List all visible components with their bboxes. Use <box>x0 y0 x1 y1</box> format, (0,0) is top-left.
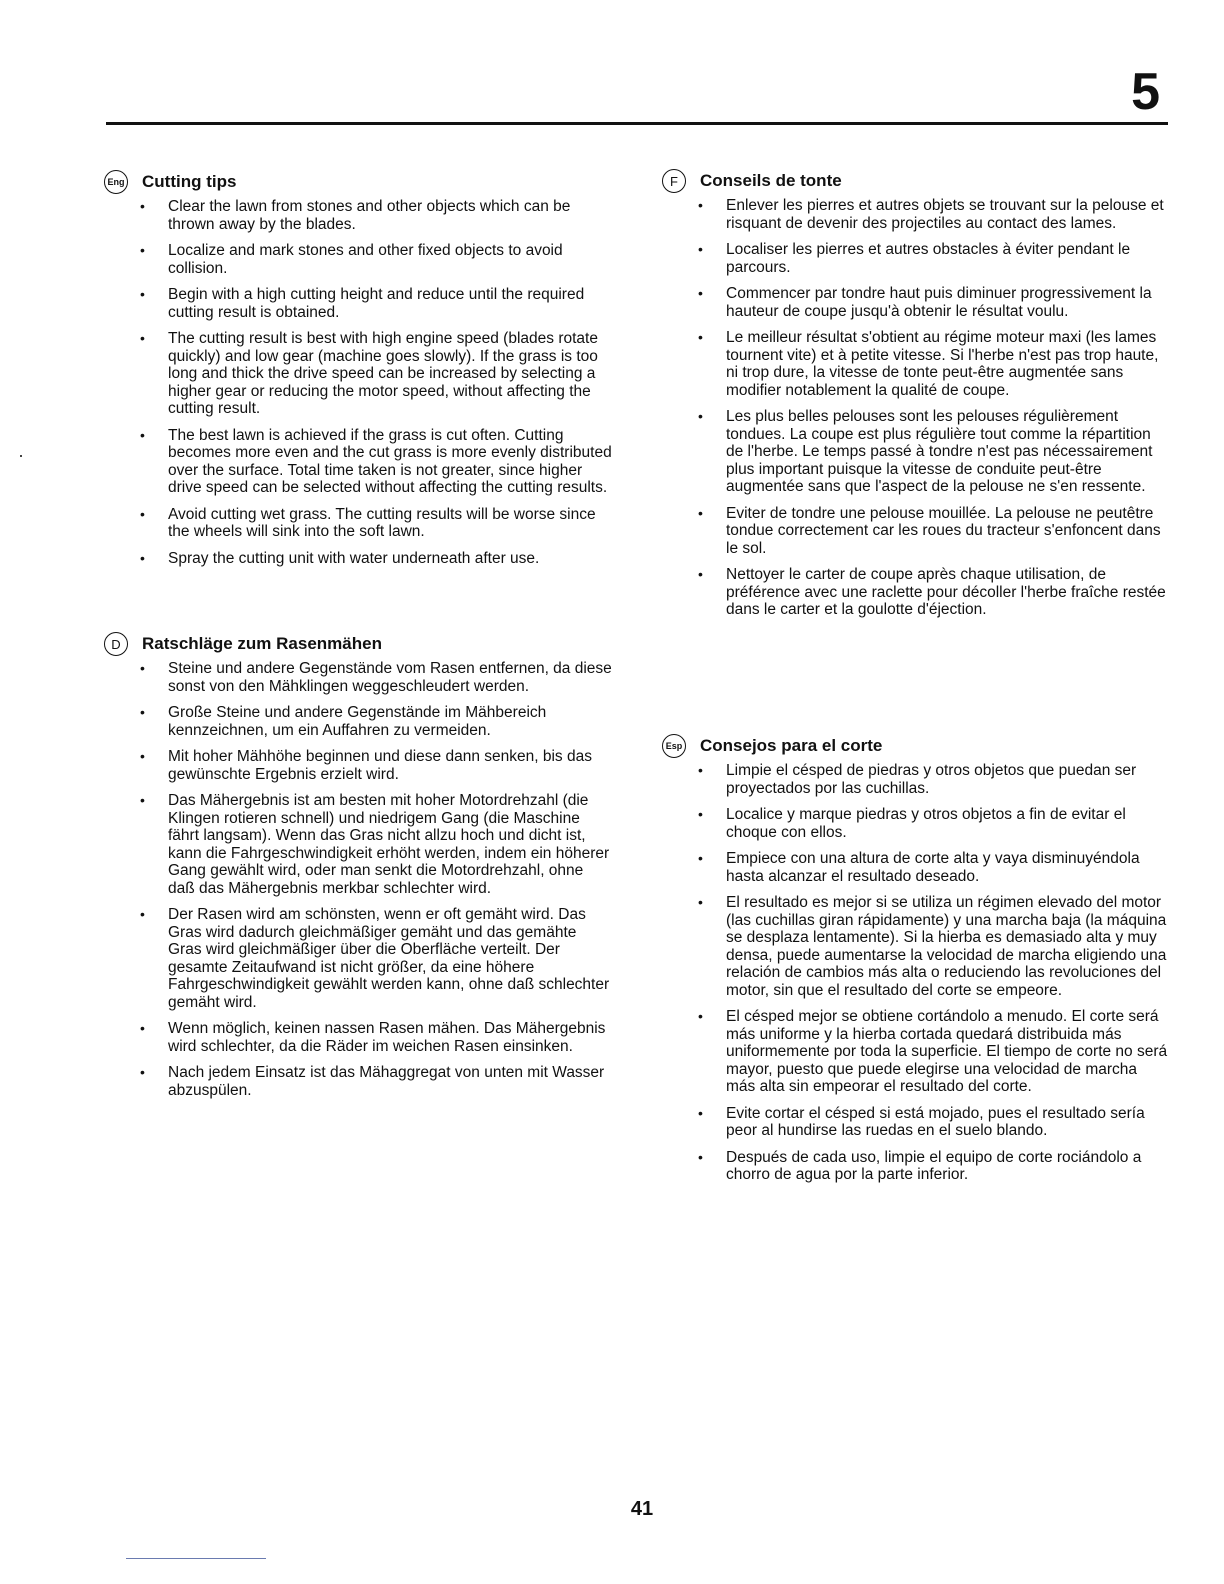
left-column <box>104 0 614 1400</box>
list-item: • Große Steine und andere Gegenstände im Mähbereich kennzeichnen, um ein Auffahren zu vermeiden. <box>104 704 614 739</box>
section-title: Cutting tips <box>142 172 237 191</box>
list-item: • Después de cada uso, limpie el equipo de corte rociándolo a chorro de agua por la parte inferior. <box>662 1149 1168 1184</box>
section-header <box>662 167 1168 195</box>
section-header <box>662 732 1168 760</box>
chapter-number: 5 <box>1131 63 1160 121</box>
section-header <box>104 168 614 196</box>
section-english <box>104 168 614 576</box>
section-title: Ratschläge zum Rasenmähen <box>142 634 382 653</box>
list-item: • Mit hoher Mähhöhe beginnen und diese dann senken, bis das gewünschte Ergebnis erzielt wird. <box>104 748 614 783</box>
language-badge-french: F <box>662 169 686 193</box>
list-item: • Wenn möglich, keinen nassen Rasen mähen. Das Mähergebnis wird schlechter, da die Räder im weichen Rasen einsinken. <box>104 1020 614 1055</box>
list-item: • Nach jedem Einsatz ist das Mähaggregat von unten mit Wasser abzuspülen. <box>104 1064 614 1099</box>
list-item: • Clear the lawn from stones and other objects which can be thrown away by the blades. <box>104 198 614 233</box>
list-item: • Der Rasen wird am schönsten, wenn er oft gemäht wird. Das Gras wird dadurch gleichmäßiger gemäht und das gemähte Gras wird gleichmäßiger über die Oberfläche verteilt. Der gesamte Zeitaufwand ist nicht größer, da eine höhere Fahrgeschwindigkeit gewählt werden kann, ohne daß schlechter gemäht wird. <box>104 906 614 1011</box>
right-column <box>662 0 1168 1400</box>
scan-speck <box>20 455 22 457</box>
list-item: • Steine und andere Gegenstände vom Rasen entfernen, da diese sonst von den Mähklingen weggeschleudert werden. <box>104 660 614 695</box>
list-item: • Localize and mark stones and other fixed objects to avoid collision. <box>104 242 614 277</box>
list-item: • Les plus belles pelouses sont les pelouses régulièrement tondues. La coupe est plus régulière tout comme la répartition de l'herbe. Le temps passé à tondre n'est pas nécessairement plus important puisque la vitesse de conduite peut-être augmentée sans que l'aspect de la pelouse ne s'en ressente. <box>662 408 1168 496</box>
list-item: • The best lawn is achieved if the grass is cut often. Cutting becomes more even and the cut grass is more evenly distributed over the surface. Total time taken is not greater, since higher drive speed can be selected without affecting the cutting results. <box>104 427 614 497</box>
list-item: • El resultado es mejor si se utiliza un régimen elevado del motor (las cuchillas giran rápidamente) y una marcha baja (la máquina se desplaza lentamente). Si la hierba es demasiado alta y muy densa, puede aumentarse la velocidad de marcha eligiendo una relación de cambios más alta o reduciendo las revoluciones del motor, sin que el resultado del corte se empeore. <box>662 894 1168 999</box>
list-item: • Begin with a high cutting height and reduce until the required cutting result is obtained. <box>104 286 614 321</box>
language-badge-german: D <box>104 632 128 656</box>
list-item: • Evite cortar el césped si está mojado, pues el resultado sería peor al hundirse las ruedas en el suelo blando. <box>662 1105 1168 1140</box>
list-item: • Enlever les pierres et autres objets se trouvant sur la pelouse et risquant de devenir des projectiles au contact des lames. <box>662 197 1168 232</box>
list-item: • Nettoyer le carter de coupe après chaque utilisation, de préférence avec une raclette pour décoller l'herbe fraîche restée dans le carter et la goulotte d'éjection. <box>662 566 1168 619</box>
list-item: • Empiece con una altura de corte alta y vaya disminuyéndola hasta alcanzar el resultado deseado. <box>662 850 1168 885</box>
list-item: • Avoid cutting wet grass. The cutting results will be worse since the wheels will sink into the soft lawn. <box>104 506 614 541</box>
section-title: Conseils de tonte <box>700 171 842 190</box>
tips-list <box>104 198 614 567</box>
language-badge-english: Eng <box>104 170 128 194</box>
section-header <box>104 630 614 658</box>
tips-list <box>104 660 614 1099</box>
list-item: • Le meilleur résultat s'obtient au régime moteur maxi (les lames tournent vite) et à petite vitesse. Si l'herbe n'est pas trop haute, ni trop dure, la vitesse de tonte peut-être augmentée sans modifier notablement la qualité de coupe. <box>662 329 1168 399</box>
tips-list <box>662 197 1168 619</box>
list-item: • Limpie el césped de piedras y otros objetos que puedan ser proyectados por las cuchillas. <box>662 762 1168 797</box>
list-item: • Eviter de tondre une pelouse mouillée. La pelouse ne peutêtre tondue correctement car les roues du tracteur s'enfoncent dans le sol. <box>662 505 1168 558</box>
list-item: • Spray the cutting unit with water underneath after use. <box>104 550 614 568</box>
list-item: • Das Mähergebnis ist am besten mit hoher Motordrehzahl (die Klingen rotieren schnell) und niedrigem Gang (die Maschine fährt langsam). Wenn das Gras nicht allzu hoch und dicht ist, kann die Fahrgeschwindigkeit erhöht werden, indem ein höherer Gang gewählt wird, oder man senkt die Motordrehzahl, ohne daß das Mähergebnis merkbar schlechter wird. <box>104 792 614 897</box>
section-german <box>104 630 614 1108</box>
footer-mark <box>126 1558 266 1559</box>
list-item: • Localiser les pierres et autres obstacles à éviter pendant le parcours. <box>662 241 1168 276</box>
section-french <box>662 167 1168 628</box>
page-number: 41 <box>630 1498 654 1520</box>
tips-list <box>662 762 1168 1184</box>
language-badge-spanish: Esp <box>662 734 686 758</box>
section-title: Consejos para el corte <box>700 736 883 755</box>
list-item: • Localice y marque piedras y otros objetos a fin de evitar el choque con ellos. <box>662 806 1168 841</box>
section-spanish <box>662 732 1168 1193</box>
list-item: • The cutting result is best with high engine speed (blades rotate quickly) and low gear (machine goes slowly). If the grass is too long and thick the drive speed can be increased by selecting a higher gear or reducing the motor speed, without affecting the cutting result. <box>104 330 614 418</box>
list-item: • Commencer par tondre haut puis diminuer progressivement la hauteur de coupe jusqu'à obtenir le résultat voulu. <box>662 285 1168 320</box>
list-item: • El césped mejor se obtiene cortándolo a menudo. El corte será más uniforme y la hierba cortada quedará distribuida más uniformemente por toda la superficie. El tiempo de corte no será mayor, puesto que puede elegirse una velocidad de marcha más alta sin empeorar el resultado del corte. <box>662 1008 1168 1096</box>
